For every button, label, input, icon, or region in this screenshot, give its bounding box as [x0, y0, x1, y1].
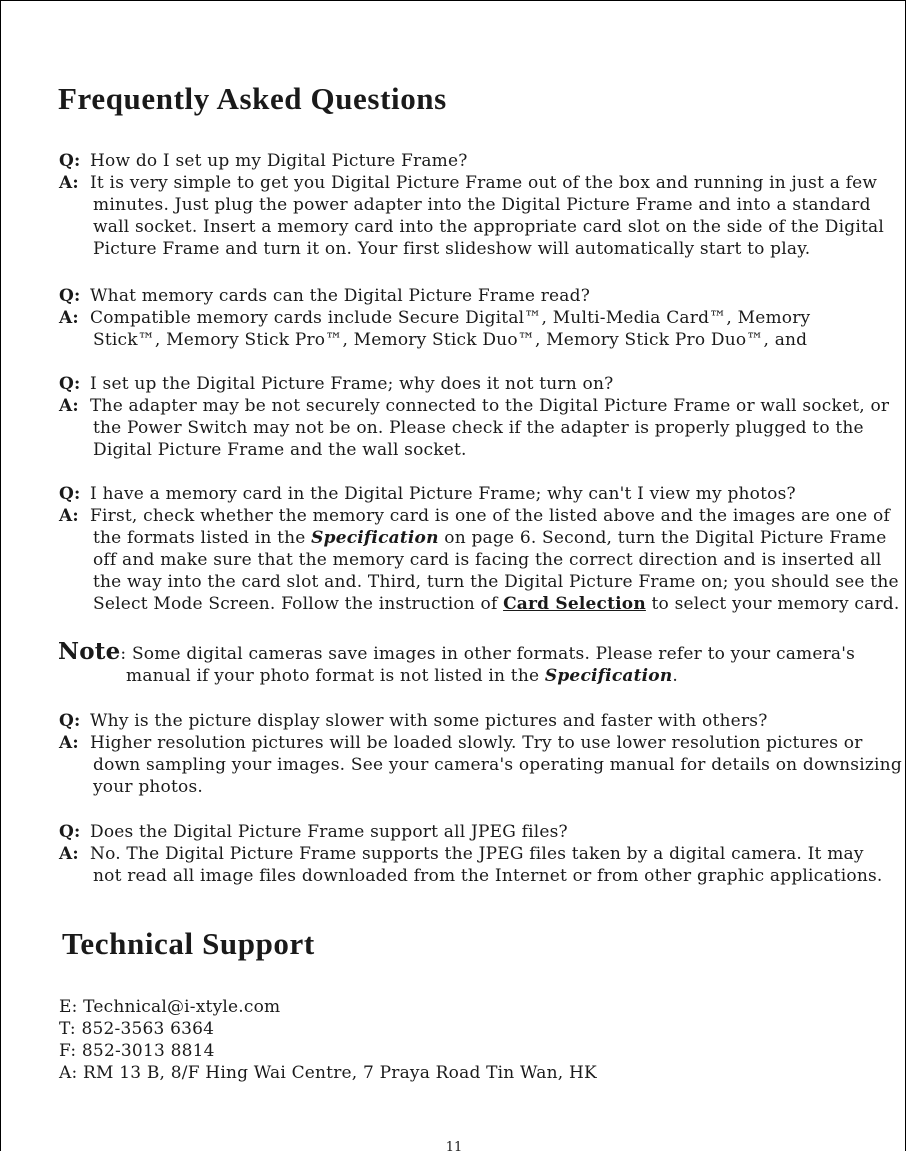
- faq-item-view-photos: [59, 483, 899, 615]
- answer-text: Compatible memory cards include Secure Digital™, Multi-Media Card™, Memory: [90, 308, 811, 328]
- question: [59, 483, 899, 505]
- q-label: Q:: [59, 286, 81, 306]
- question: [59, 373, 889, 395]
- support-title: Technical Support: [62, 926, 315, 961]
- q-label: Q:: [59, 484, 81, 504]
- question: [59, 285, 810, 307]
- faq-item-jpeg: [59, 821, 883, 887]
- question-text: I set up the Digital Picture Frame; why does it not turn on?: [90, 374, 614, 394]
- answer-line: wall socket. Insert a memory card into the appropriate card slot on the side of the Digital: [93, 217, 884, 237]
- support-fax: F: 852-3013 8814: [59, 1041, 215, 1061]
- question-text: Does the Digital Picture Frame support all JPEG files?: [90, 822, 568, 842]
- faq-item-power: [59, 373, 889, 461]
- a-label: A:: [59, 173, 79, 193]
- note-text: : Some digital cameras save images in other formats. Please refer to your camera's: [120, 644, 856, 664]
- answer-text: It is very simple to get you Digital Picture Frame out of the box and running in just a few: [90, 173, 878, 193]
- note-label: Note: [58, 638, 121, 665]
- support-contacts: [59, 996, 597, 1084]
- answer-line: [59, 505, 899, 527]
- answer-text: No. The Digital Picture Frame supports the JPEG files taken by a digital camera. It may: [90, 844, 864, 864]
- answer-text: First, check whether the memory card is one of the listed above and the images are one of: [90, 506, 890, 526]
- question: [59, 821, 883, 843]
- answer-line: the formats listed in the Specification on page 6. Second, turn the Digital Picture Frame: [93, 528, 887, 548]
- answer-line: the way into the card slot and. Third, turn the Digital Picture Frame on; you should see the: [93, 572, 899, 592]
- question-text: I have a memory card in the Digital Picture Frame; why can't I view my photos?: [90, 484, 796, 504]
- answer-line: minutes. Just plug the power adapter into the Digital Picture Frame and into a standard: [93, 195, 871, 215]
- answer-line: [59, 307, 810, 329]
- answer-text: The adapter may be not securely connected to the Digital Picture Frame or wall socket, or: [90, 396, 890, 416]
- answer-line: [59, 395, 889, 417]
- note-line: manual if your photo format is not listed in the Specification.: [126, 666, 679, 686]
- q-label: Q:: [59, 374, 81, 394]
- a-label: A:: [59, 733, 79, 753]
- faq-title: Frequently Asked Questions: [58, 81, 447, 116]
- question-text: Why is the picture display slower with some pictures and faster with others?: [90, 711, 768, 731]
- faq-item-memory-cards: [59, 285, 810, 351]
- a-label: A:: [59, 844, 79, 864]
- q-label: Q:: [59, 822, 81, 842]
- page-number: 11: [445, 1140, 463, 1155]
- support-email[interactable]: E: Technical@i-xtyle.com: [59, 997, 281, 1017]
- question: [59, 710, 902, 732]
- question: [59, 150, 884, 172]
- faq-item-display-speed: [59, 710, 902, 798]
- answer-line: Digital Picture Frame and the wall socket.: [93, 440, 467, 460]
- answer-line: [59, 843, 883, 865]
- answer-line: Stick™, Memory Stick Pro™, Memory Stick Duo™, Memory Stick Pro Duo™, and: [93, 330, 808, 350]
- question-text: How do I set up my Digital Picture Frame?: [90, 151, 468, 171]
- q-label: Q:: [59, 151, 81, 171]
- answer-line: [59, 732, 902, 754]
- a-label: A:: [59, 308, 79, 328]
- faq-item-setup: [59, 150, 884, 260]
- answer-line: the Power Switch may not be on. Please check if the adapter is properly plugged to the: [93, 418, 864, 438]
- answer-line: your photos.: [93, 777, 203, 797]
- answer-line: not read all image files downloaded from the Internet or from other graphic applications.: [93, 866, 883, 886]
- support-phone: T: 852-3563 6364: [59, 1019, 215, 1039]
- question-text: What memory cards can the Digital Picture Frame read?: [90, 286, 591, 306]
- answer-line: off and make sure that the memory card is facing the correct direction and is inserted all: [93, 550, 882, 570]
- a-label: A:: [59, 506, 79, 526]
- q-label: Q:: [59, 711, 81, 731]
- answer-line: Select Mode Screen. Follow the instruction of Card Selection to select your memory card.: [93, 594, 900, 614]
- note-block: [58, 639, 855, 687]
- note-line: [58, 639, 855, 665]
- specification-reference: Specification: [311, 528, 439, 548]
- answer-line: [59, 172, 884, 194]
- support-address: A: RM 13 B, 8/F Hing Wai Centre, 7 Praya Road Tin Wan, HK: [59, 1063, 597, 1083]
- card-selection-link[interactable]: Card Selection: [503, 594, 646, 614]
- a-label: A:: [59, 396, 79, 416]
- answer-line: down sampling your images. See your camera's operating manual for details on downsizing: [93, 755, 902, 775]
- answer-line: Picture Frame and turn it on. Your first slideshow will automatically start to play.: [93, 239, 811, 259]
- specification-reference: Specification: [544, 666, 673, 686]
- answer-text: Higher resolution pictures will be loaded slowly. Try to use lower resolution pictures or: [90, 733, 863, 753]
